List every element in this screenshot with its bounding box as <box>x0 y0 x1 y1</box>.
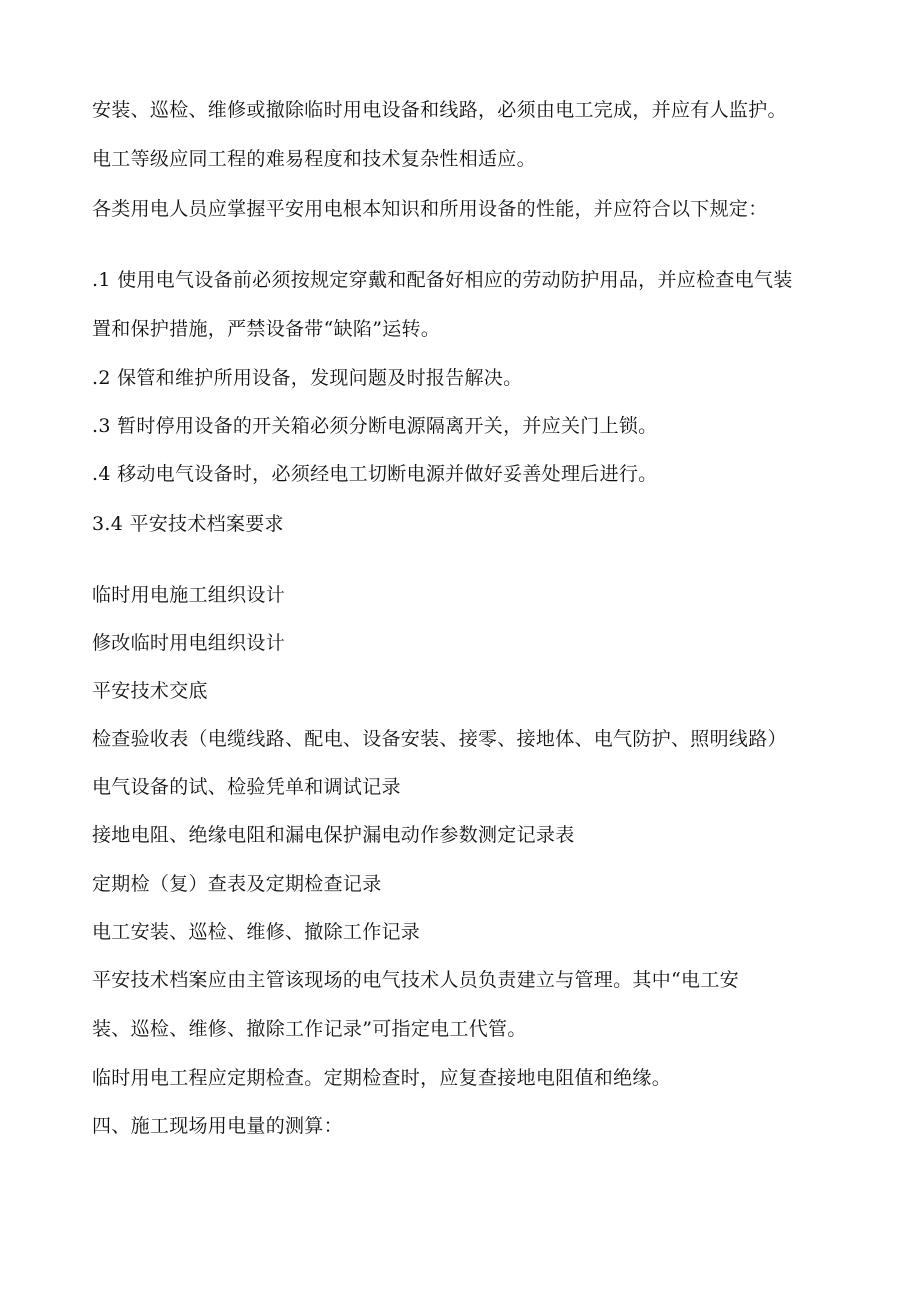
paragraph-line-1: 安装、巡检、维修或撤除临时用电设备和线路，必须由电工完成，并应有人监护。 <box>92 99 787 121</box>
paragraph-line-19: 装、巡检、维修、撤除工作记录”可指定电工代管。 <box>92 1018 527 1040</box>
list-item: 临时用电施工组织设计 <box>92 584 286 606</box>
paragraph-line-8: .4 移动电气设备时，必须经电工切断电源并做好妥善处理后进行。 <box>92 463 658 485</box>
list-item: 平安技术交底 <box>92 680 208 702</box>
list-item: 修改临时用电组织设计 <box>92 632 286 654</box>
list-item: 定期检（复）查表及定期检查记录 <box>92 873 382 895</box>
paragraph-line-20: 临时用电工程应定期检查。定期检查时，应复查接地电阻值和绝缘。 <box>92 1067 672 1089</box>
paragraph-line-3: 各类用电人员应掌握平安用电根本知识和所用设备的性能，并应符合以下规定： <box>92 198 768 220</box>
paragraph-line-7: .3 暂时停用设备的开关箱必须分断电源隔离开关，并应关门上锁。 <box>92 415 658 437</box>
paragraph-line-4: .1 使用电气设备前必须按规定穿戴和配备好相应的劳动防护用品，并应检查电气装 <box>92 269 793 291</box>
list-item: 电工安装、巡检、维修、撤除工作记录 <box>92 921 421 943</box>
list-item: 检查验收表（电缆线路、配电、设备安装、接零、接地体、电气防护、照明线路） <box>92 728 787 750</box>
section-heading: 3.4 平安技术档案要求 <box>92 513 284 535</box>
paragraph-line-18: 平安技术档案应由主管该现场的电气技术人员负责建立与管理。其中“电工安 <box>92 969 739 991</box>
list-item: 接地电阻、绝缘电阻和漏电保护漏电动作参数测定记录表 <box>92 824 575 846</box>
paragraph-line-6: .2 保管和维护所用设备，发现问题及时报告解决。 <box>92 367 523 389</box>
chapter-heading: 四、施工现场用电量的测算： <box>92 1115 343 1137</box>
paragraph-line-5: 置和保护措施，严禁设备带“缺陷”运转。 <box>92 318 441 340</box>
paragraph-line-2: 电工等级应同工程的难易程度和技术复杂性相适应。 <box>92 148 536 170</box>
list-item: 电气设备的试、检验凭单和调试记录 <box>92 776 401 798</box>
